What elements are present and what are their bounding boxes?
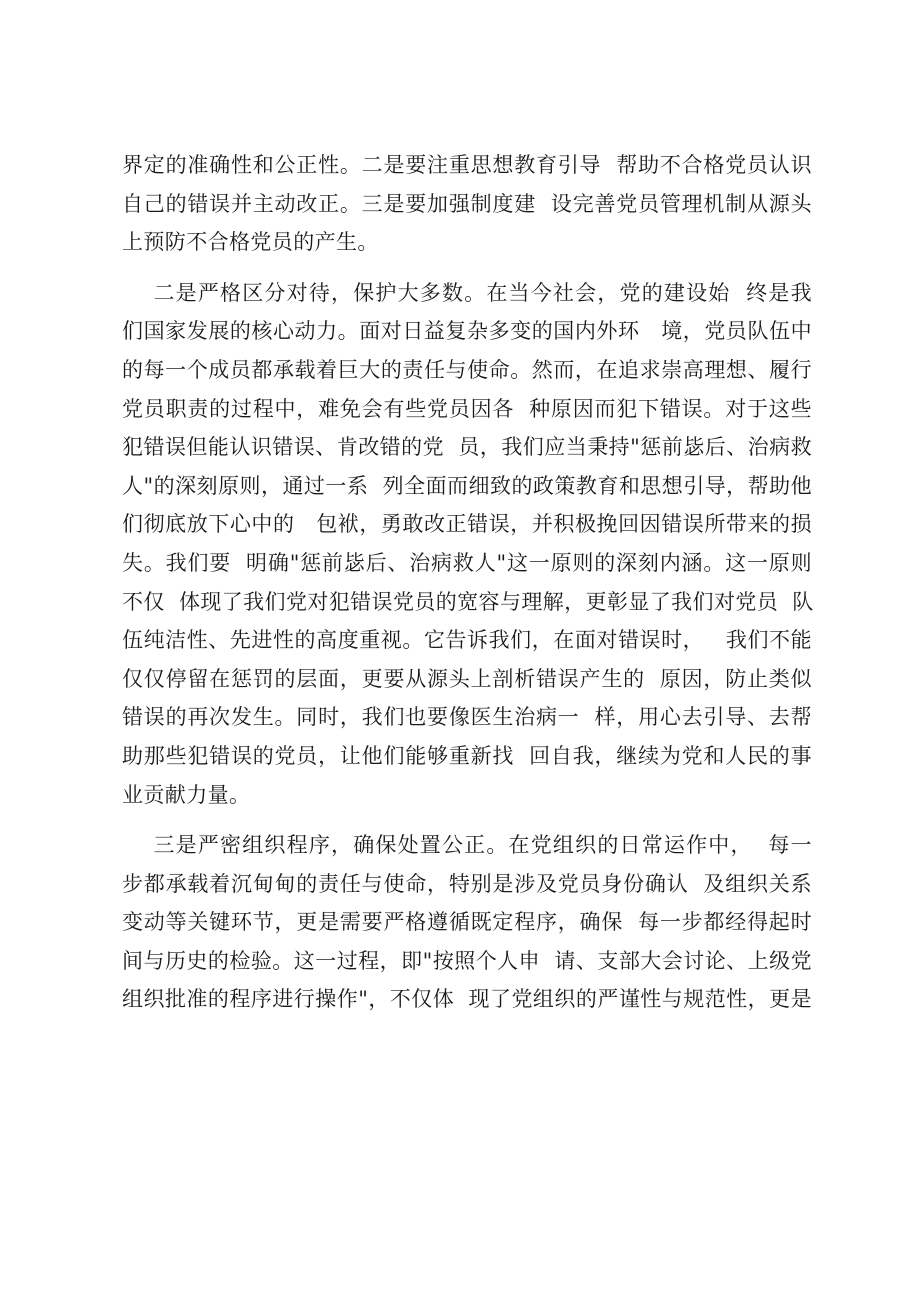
text-line: 三是严密组织程序，确保处置公正。在党组织的日常运作中， 每一 xyxy=(122,833,812,858)
text-line: 业贡献力量。 xyxy=(122,782,251,807)
text-line: 犯错误但能认识错误、肯改错的党 员，我们应当秉持"惩前毖后、治病救 xyxy=(122,435,812,460)
text-line: 组织批准的程序进行操作"，不仅体 现了党组织的严谨性与规范性，更是 xyxy=(122,987,812,1012)
text-line: 助那些犯错误的党员，让他们能够重新找 回自我，继续为党和人民的事 xyxy=(122,743,812,768)
text-line: 党员职责的过程中，难免会有些党员因各 种原因而犯下错误。对于这些 xyxy=(122,396,812,421)
text-line: 们国家发展的核心动力。面对日益复杂多变的国内外环 境，党员队伍中 xyxy=(122,319,812,344)
paragraph-gap xyxy=(122,262,812,274)
text-line: 上预防不合格党员的产生。 xyxy=(122,230,379,255)
paragraph-2 xyxy=(122,274,812,814)
paragraph-gap xyxy=(122,814,812,826)
text-line: 的每一个成员都承载着巨大的责任与使命。然而，在追求崇高理想、履行 xyxy=(122,357,812,382)
text-line: 步都承载着沉甸甸的责任与使命，特别是涉及党员身份确认 及组织关系 xyxy=(122,871,812,896)
text-line: 们彻底放下心中的 包袱，勇敢改正错误，并积极挽回因错误所带来的损 xyxy=(122,512,812,537)
text-line: 伍纯洁性、先进性的高度重视。它告诉我们，在面对错误时， 我们不能 xyxy=(122,628,812,653)
text-line: 人"的深刻原则，通过一系 列全面而细致的政策教育和思想引导，帮助他 xyxy=(122,473,812,498)
body-text xyxy=(122,146,812,1019)
paragraph-3 xyxy=(122,826,812,1019)
text-line: 自己的错误并主动改正。三是要加强制度建 设完善党员管理机制从源头 xyxy=(122,191,812,216)
text-line: 二是严格区分对待，保护大多数。在当今社会，党的建设始 终是我 xyxy=(122,280,812,305)
text-line: 间与历史的检验。这一过程，即"按照个人申 请、支部大会讨论、上级党 xyxy=(122,948,812,973)
text-line: 仅仅停留在惩罚的层面，更要从源头上剖析错误产生的 原因，防止类似 xyxy=(122,666,812,691)
paragraph-1 xyxy=(122,146,812,262)
text-line: 界定的准确性和公正性。二是要注重思想教育引导 帮助不合格党员认识 xyxy=(122,153,812,177)
text-line: 变动等关键环节，更是需要严格遵循既定程序，确保 每一步都经得起时 xyxy=(122,910,812,935)
text-line: 错误的再次发生。同时，我们也要像医生治病一 样，用心去引导、去帮 xyxy=(122,705,812,730)
text-line: 不仅 体现了我们党对犯错误党员的宽容与理解，更彰显了我们对党员 队 xyxy=(122,589,814,614)
text-line: 失。我们要 明确"惩前毖后、治病救人"这一原则的深刻内涵。这一原则 xyxy=(122,550,812,575)
